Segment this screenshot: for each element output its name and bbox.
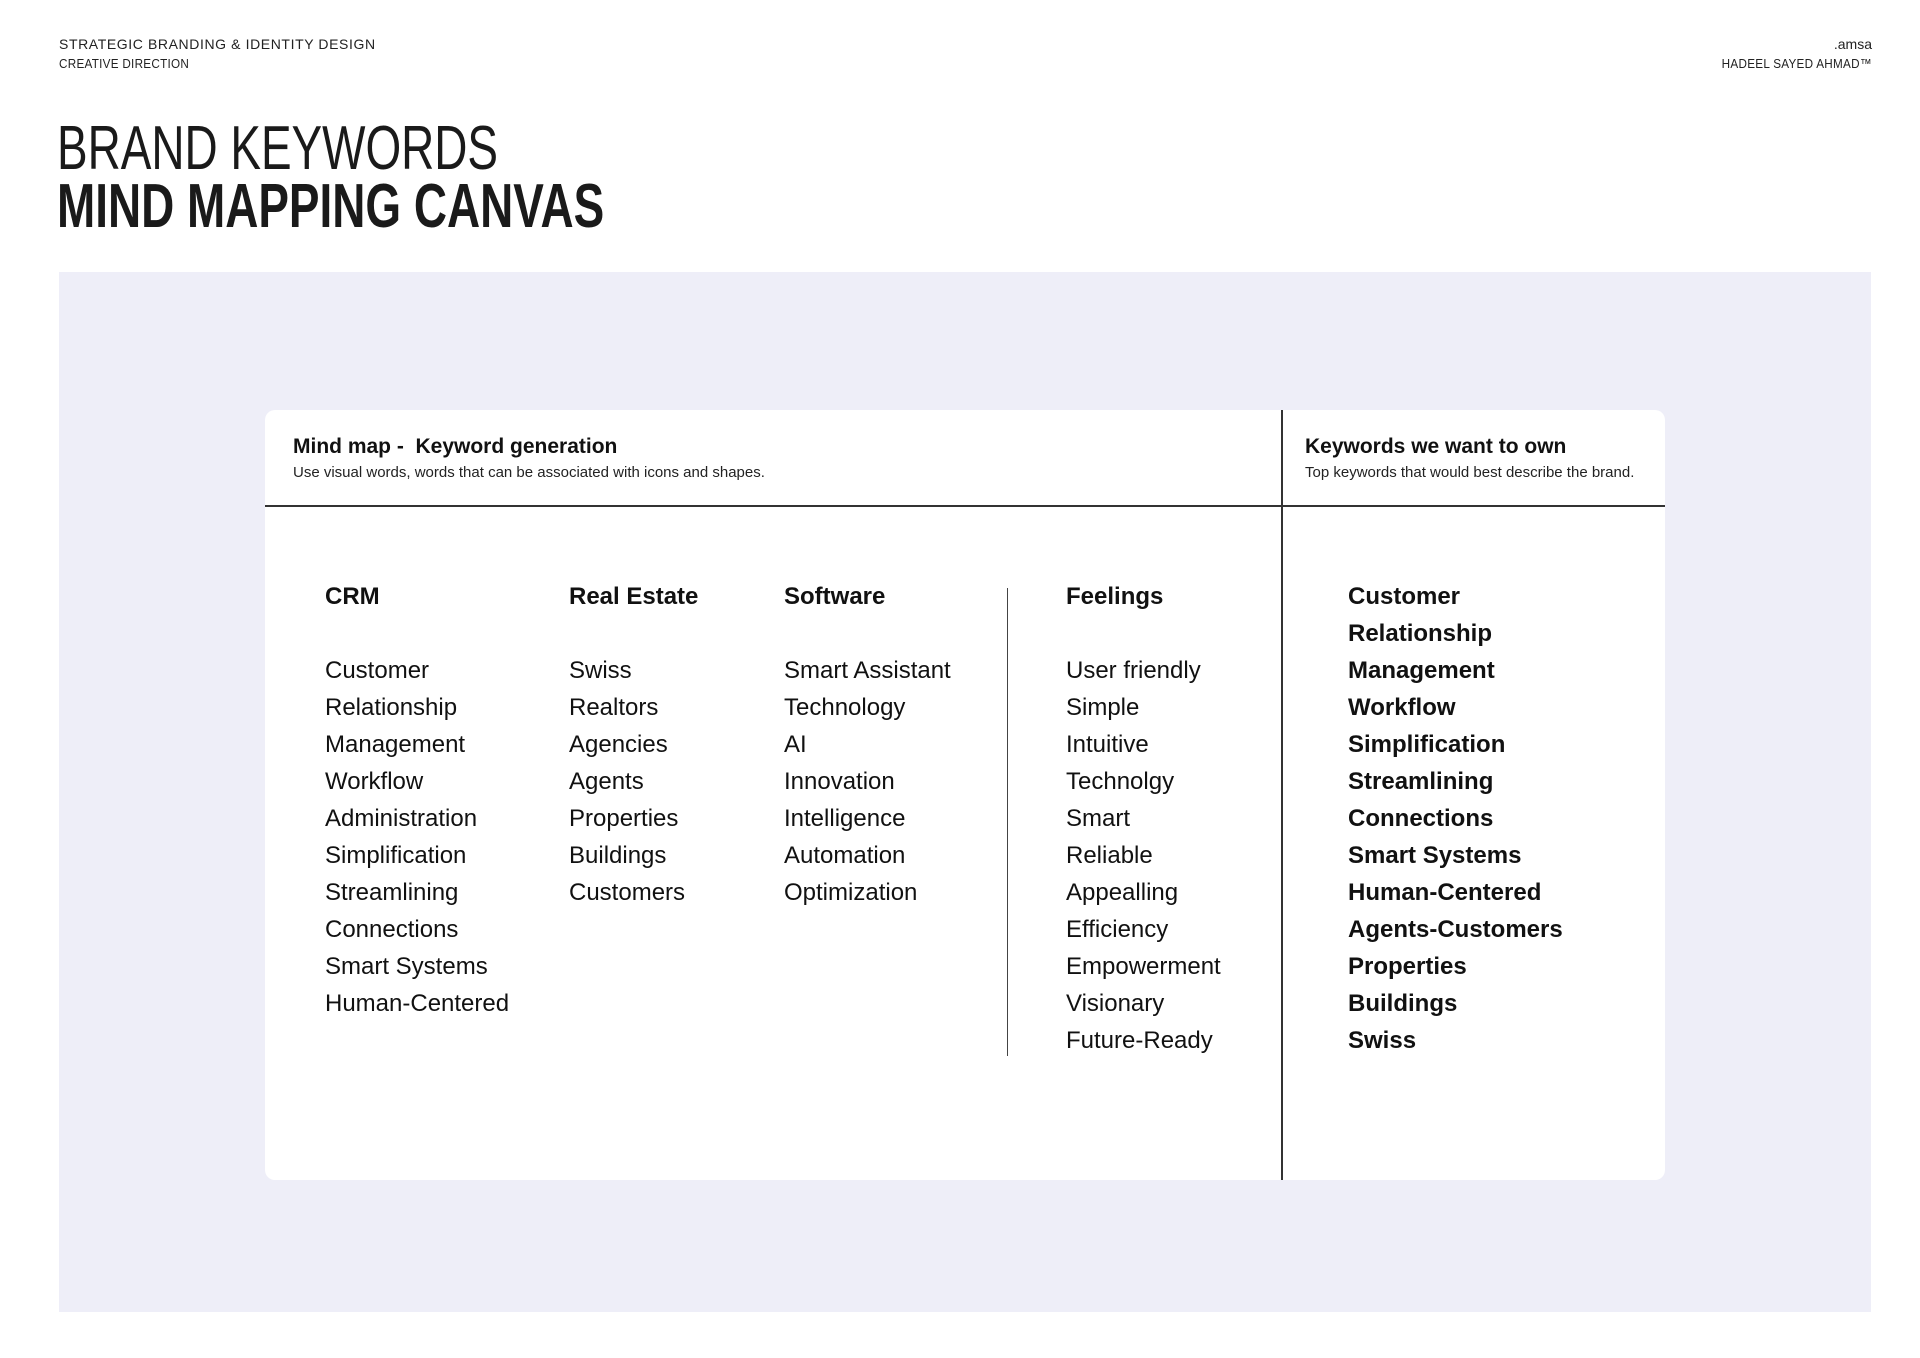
- keyword-item: Swiss: [569, 657, 632, 684]
- keyword-list: [325, 652, 509, 1022]
- doc-header-right: [1705, 34, 1872, 74]
- column-heading: CRM: [325, 583, 380, 610]
- keyword-item: Agents: [569, 768, 644, 795]
- keyword-item: AI: [784, 731, 807, 758]
- header-divider: [265, 505, 1665, 507]
- page-title-line2: MIND MAPPING CANVAS: [57, 172, 605, 241]
- own-keyword-item: Buildings: [1348, 990, 1458, 1017]
- own-keywords-subheading: Top keywords that would best describe the brand.: [1305, 464, 1635, 481]
- own-keyword-list: [1348, 578, 1563, 1059]
- column-software: [784, 578, 951, 911]
- own-keywords-heading: Keywords we want to own: [1305, 435, 1567, 458]
- keyword-list: [784, 652, 951, 911]
- column-heading: Real Estate: [569, 583, 699, 610]
- doc-subcategory: CREATIVE DIRECTION: [59, 56, 190, 71]
- keyword-list: [1066, 652, 1221, 1059]
- keyword-item: Customers: [569, 879, 686, 906]
- column-feelings: [1066, 578, 1221, 1059]
- keyword-item: Management: [325, 731, 466, 758]
- own-keyword-item: Management: [1348, 657, 1495, 684]
- keyword-item: Agencies: [569, 731, 668, 758]
- keyword-item: Simple: [1066, 694, 1140, 721]
- own-keyword-item: Customer: [1348, 583, 1461, 610]
- keyword-item: Smart Assistant: [784, 657, 951, 684]
- keyword-list: [569, 652, 698, 911]
- keyword-item: Innovation: [784, 768, 895, 795]
- column-own-keywords: [1348, 578, 1563, 1059]
- keyword-item: Administration: [325, 805, 478, 832]
- keyword-item: Future-Ready: [1066, 1027, 1213, 1054]
- own-keyword-item: Properties: [1348, 953, 1467, 980]
- keyword-item: Smart: [1066, 805, 1131, 832]
- own-keyword-item: Connections: [1348, 805, 1494, 832]
- keyword-item: Smart Systems: [325, 953, 488, 980]
- feelings-divider: [1007, 588, 1008, 1056]
- keyword-item: Relationship: [325, 694, 458, 721]
- keyword-item: Buildings: [569, 842, 667, 869]
- own-keyword-item: Human-Centered: [1348, 879, 1542, 906]
- keyword-item: Technology: [784, 694, 906, 721]
- keyword-item: Simplification: [325, 842, 467, 869]
- mind-map-heading: Mind map - Keyword generation: [293, 435, 618, 458]
- keyword-item: Automation: [784, 842, 906, 869]
- column-heading: Software: [784, 583, 886, 610]
- own-keyword-item: Relationship: [1348, 620, 1493, 647]
- own-keyword-item: Agents-Customers: [1348, 916, 1563, 943]
- keyword-item: Visionary: [1066, 990, 1165, 1017]
- keyword-item: Customer: [325, 657, 430, 684]
- own-keywords-header: [1305, 434, 1634, 484]
- keyword-item: Human-Centered: [325, 990, 510, 1017]
- page-title-line1: BRAND KEYWORDS: [57, 114, 499, 183]
- keyword-item: Optimization: [784, 879, 918, 906]
- own-keyword-item: Smart Systems: [1348, 842, 1522, 869]
- own-keyword-item: Workflow: [1348, 694, 1456, 721]
- keyword-item: Appealling: [1066, 879, 1179, 906]
- keyword-item: Workflow: [325, 768, 424, 795]
- doc-category: STRATEGIC BRANDING & IDENTITY DESIGN: [59, 36, 376, 52]
- own-keyword-item: Streamlining: [1348, 768, 1494, 795]
- keyword-item: Intelligence: [784, 805, 906, 832]
- keyword-item: User friendly: [1066, 657, 1201, 684]
- keyword-item: Technolgy: [1066, 768, 1175, 795]
- brand-name: .amsa: [1833, 36, 1872, 52]
- keyword-item: Reliable: [1066, 842, 1153, 869]
- mind-map-subheading: Use visual words, words that can be associated with icons and shapes.: [293, 464, 765, 481]
- column-crm: [325, 578, 509, 1022]
- keyword-item: Realtors: [569, 694, 659, 721]
- page-title: [57, 114, 796, 241]
- keyword-item: Properties: [569, 805, 679, 832]
- own-keyword-item: Swiss: [1348, 1027, 1417, 1054]
- own-keyword-item: Simplification: [1348, 731, 1506, 758]
- column-real-estate: [569, 578, 698, 911]
- doc-header-left: [59, 34, 376, 74]
- section-divider: [1281, 410, 1283, 1180]
- keyword-item: Connections: [325, 916, 459, 943]
- keyword-item: Empowerment: [1066, 953, 1221, 980]
- keyword-item: Streamlining: [325, 879, 459, 906]
- mind-map-header: [293, 434, 765, 484]
- mind-map-card: [265, 410, 1665, 1180]
- keyword-item: Efficiency: [1066, 916, 1169, 943]
- column-heading: Feelings: [1066, 583, 1164, 610]
- keyword-item: Intuitive: [1066, 731, 1149, 758]
- author-name: HADEEL SAYED AHMAD™: [1721, 56, 1872, 71]
